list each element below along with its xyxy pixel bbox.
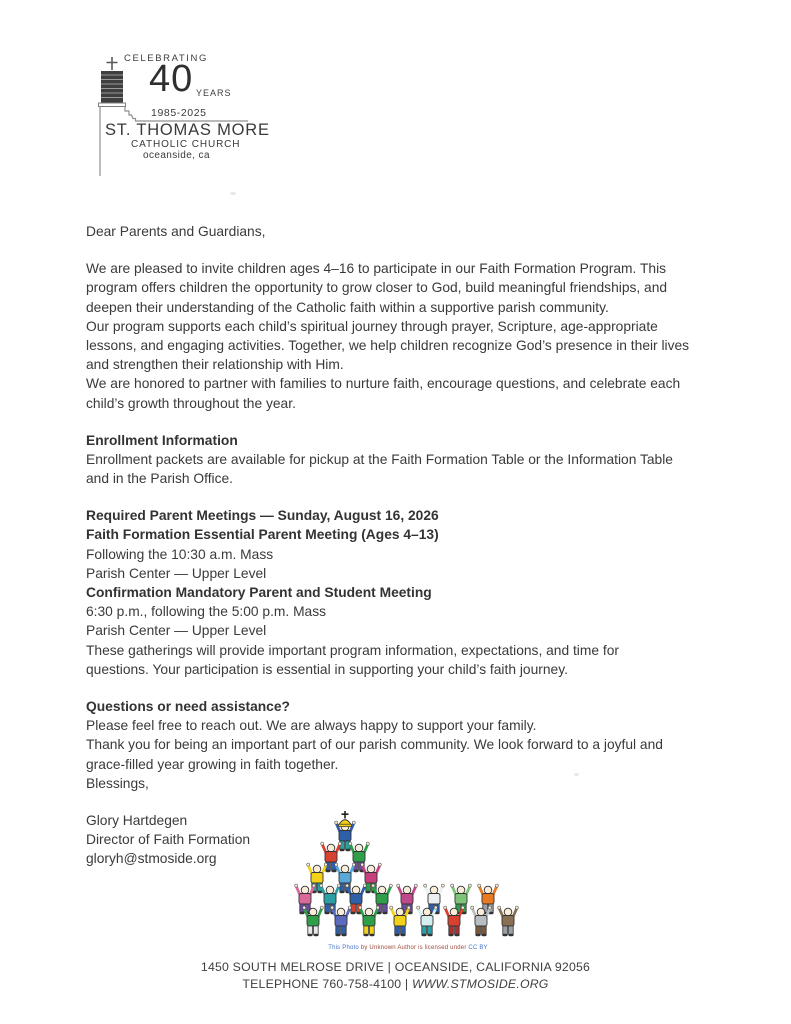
logo-years-text: YEARS [196, 88, 232, 98]
person-figure [320, 884, 341, 914]
scan-speck [230, 192, 236, 195]
person-figure [303, 906, 324, 936]
letter-line: questions. Your participation is essential in supporting your child’s faith journey. [86, 661, 568, 677]
paragraph-gap [86, 241, 766, 259]
letter-line: Our program supports each child’s spiritual journey through prayer, Scripture, age-appropriate [86, 318, 658, 334]
signature-block [86, 811, 250, 869]
letter-line: These gatherings will provide important program information, expectations, and time for [86, 642, 619, 658]
letter-heading-line: Faith Formation Essential Parent Meeting (Ages 4–13) [86, 527, 439, 543]
letter-line: We are pleased to invite children ages 4–16 to participate in our Faith Formation Program. This [86, 261, 667, 277]
logo-date-range: 1985-2025 [151, 107, 207, 119]
letter-line: Please feel free to reach out. We are always happy to support your family. [86, 718, 537, 734]
paragraph-gap [86, 488, 766, 506]
paragraph-gap [86, 679, 766, 697]
person-figure [335, 811, 356, 851]
signature-title: Director of Faith Formation [86, 832, 251, 848]
person-figure [359, 906, 380, 936]
footer-address: 1450 SOUTH MELROSE DRIVE | OCEANSIDE, CALIFORNIA 92056 [200, 960, 591, 974]
person-figure [307, 863, 328, 893]
letter-line: and in the Parish Office. [86, 471, 233, 487]
paragraph-gap [86, 413, 766, 431]
letter-heading-line: Questions or need assistance? [86, 698, 290, 714]
letter-line: deepen their understanding of the Catholic faith within a supportive parish community. [86, 299, 609, 315]
church-logo [88, 50, 270, 180]
human-pyramid-icon [283, 808, 533, 940]
letter-line: We are honored to partner with families to nurture faith, encourage questions, and celebrate each [86, 376, 681, 392]
letter-line: child’s growth throughout the year. [86, 395, 296, 411]
letter-line: Thank you for being an important part of our parish community. We look forward to a joyful and [86, 737, 663, 753]
logo-location: oceanside, ca [143, 150, 210, 161]
logo-celebrating-text: CELEBRATING [124, 53, 208, 64]
person-figure [444, 906, 465, 936]
letter-line: Parish Center — Upper Level [86, 623, 267, 639]
logo-church-name: ST. THOMAS MORE [105, 121, 270, 139]
human-pyramid-illustration [283, 808, 533, 953]
letter-line: 6:30 p.m., following the 5:00 p.m. Mass [86, 604, 327, 620]
letter-heading-line: Confirmation Mandatory Parent and Student Meeting [86, 585, 432, 600]
letter-line: Enrollment packets are available for pickup at the Faith Formation Table or the Information Table [86, 451, 673, 467]
letter-heading-line: Required Parent Meetings — Sunday, August 16, 2026 [86, 508, 439, 524]
person-figure [331, 906, 352, 936]
logo-church-type: CATHOLIC CHURCH [131, 139, 241, 150]
person-figure [471, 906, 492, 936]
logo-forty-text: 40 [149, 58, 194, 100]
person-figure [372, 884, 393, 914]
letter-body [86, 222, 766, 793]
signature-name: Glory Hartdegen [86, 813, 188, 828]
letter-heading-line: Enrollment Information [86, 432, 238, 448]
footer-contact [0, 976, 791, 993]
person-figure [498, 906, 519, 936]
footer-telephone: TELEPHONE 760-758-4100 | [242, 976, 412, 991]
letter-line: Dear Parents and Guardians, [86, 224, 266, 239]
caption-cc-by-link: CC BY [468, 945, 488, 951]
footer-website: WWW.STMOSIDE.ORG [411, 976, 549, 991]
letter-line: Following the 10:30 a.m. Mass [86, 546, 274, 562]
caption-this-photo-link: This Photo [328, 945, 359, 951]
signature-email: gloryh@stmoside.org [86, 851, 217, 867]
letter-footer [0, 959, 791, 992]
scan-speck [574, 773, 579, 776]
letter-line: grace-filled year growing in faith together. [86, 756, 339, 772]
letter-line: and strengthen their relationship with Him. [86, 357, 344, 373]
person-figure [417, 906, 438, 936]
person-figure [390, 906, 411, 936]
letter-line: Parish Center — Upper Level [86, 565, 267, 581]
caption-middle-text: by Unknown Author is licensed under [358, 945, 469, 951]
letter-line: Blessings, [86, 775, 149, 791]
letter-line: lessons, and engaging activities. Together, we help children recognize God’s presence in their lives [86, 337, 690, 353]
letter-line: program offers children the opportunity to grow closer to God, build meaningful friendships, and [86, 280, 668, 296]
clipart-attribution-caption [283, 945, 533, 951]
